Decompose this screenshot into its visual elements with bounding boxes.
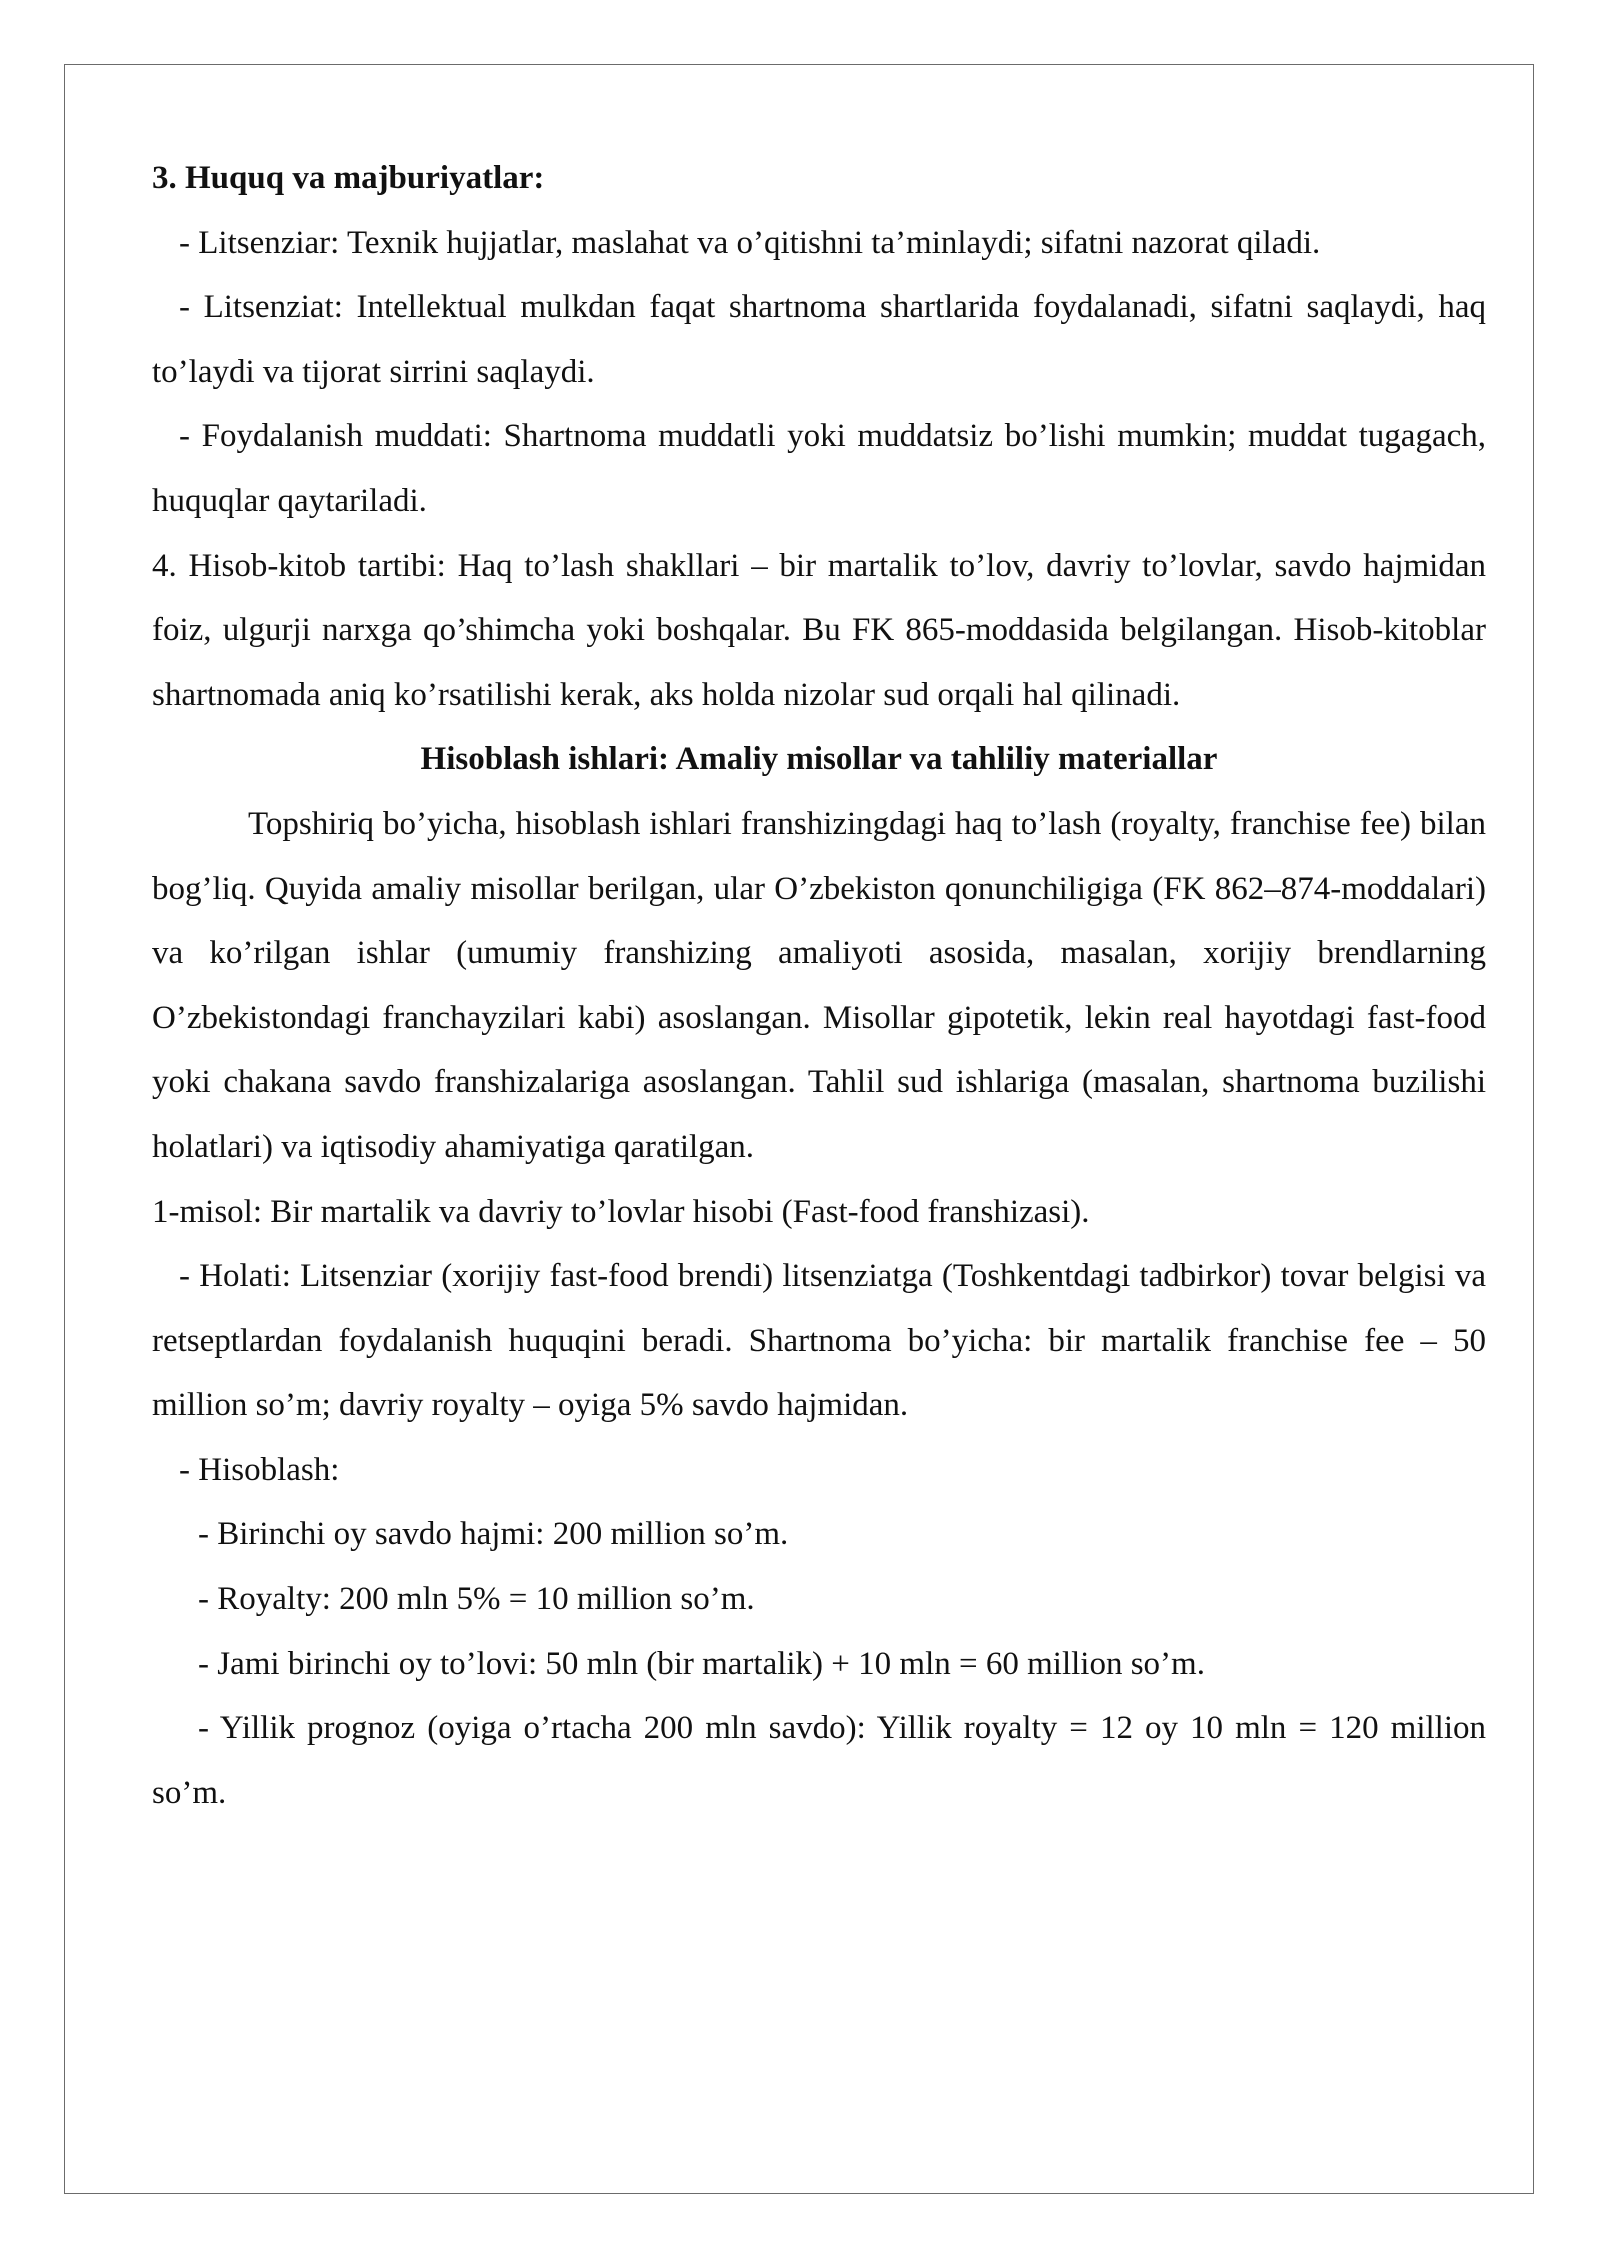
paragraph-litsenziat: - Litsenziat: Intellektual mulkdan faqat shartnoma shartlarida foydalanadi, sifatni saqlaydi, haq to’laydi va tijorat sirrini saqlaydi. xyxy=(152,289,1486,390)
paragraph-misol-1: 1-misol: Bir martalik va davriy to’lovlar hisobi (Fast-food franshizasi). xyxy=(152,1193,1090,1230)
paragraph-topshiriq: Topshiriq bo’yicha, hisoblash ishlari franshizingdagi haq to’lash (royalty, franchise fee) bilan bog’liq. Quyida amaliy misollar berilgan, ular O’zbekiston qonunchiligiga (FK 862–874-moddalari) va ko’rilgan ishlar (umumiy franshizing amaliyoti asosida, masalan, xorijiy brendlarning O’zbekistondagi franchayzilari kabi) asoslangan. Misollar gipotetik, lekin real hayotdagi fast-food yoki chakana savdo franshizalariga asoslangan. Tahlil sud ishlariga (masalan, shartnoma buzilishi holatlari) va iqtisodiy ahamiyatiga qaratilgan. xyxy=(152,805,1486,1165)
paragraph-jami: - Jami birinchi oy to’lovi: 50 mln (bir martalik) + 10 mln = 60 million so’m. xyxy=(198,1645,1205,1682)
paragraph-litsenziar: - Litsenziar: Texnik hujjatlar, maslahat va o’qitishni ta’minlaydi; sifatni nazorat qiladi. xyxy=(179,224,1321,261)
paragraph-holati: - Holati: Litsenziar (xorijiy fast-food brendi) litsenziatga (Toshkentdagi tadbirkor) tovar belgisi va retseptlardan foydalanish huquqini beradi. Shartnoma bo’yicha: bir martalik franchise fee – 50 million so’m; davriy royalty – oyiga 5% savdo hajmidan. xyxy=(152,1258,1486,1424)
center-heading: Hisoblash ishlari: Amaliy misollar va tahliliy materiallar xyxy=(420,741,1218,778)
paragraph-hisoblash: - Hisoblash: xyxy=(179,1451,340,1488)
paragraph-yillik-prognoz: - Yillik prognoz (oyiga o’rtacha 200 mln savdo): Yillik royalty = 12 oy 10 mln = 120 million so’m. xyxy=(152,1710,1486,1811)
document-body xyxy=(152,146,1486,1825)
section-heading: 3. Huquq va majburiyatlar: xyxy=(152,160,545,196)
paragraph-birinchi-oy: - Birinchi oy savdo hajmi: 200 million so’m. xyxy=(198,1516,789,1553)
paragraph-hisob-kitob-tartibi: 4. Hisob-kitob tartibi: Haq to’lash shakllari – bir martalik to’lov, davriy to’lovlar, savdo hajmidan foiz, ulgurji narxga qo’shimcha yoki boshqalar. Bu FK 865-moddasida belgilangan. Hisob-kitoblar shartnomada aniq ko’rsatilishi kerak, aks holda nizolar sud orqali hal qilinadi. xyxy=(152,547,1486,713)
paragraph-royalty: - Royalty: 200 mln 5% = 10 million so’m. xyxy=(198,1581,755,1618)
paragraph-foydalanish-muddati: - Foydalanish muddati: Shartnoma muddatli yoki muddatsiz bo’lishi mumkin; muddat tugagach, huquqlar qaytariladi. xyxy=(152,418,1486,519)
